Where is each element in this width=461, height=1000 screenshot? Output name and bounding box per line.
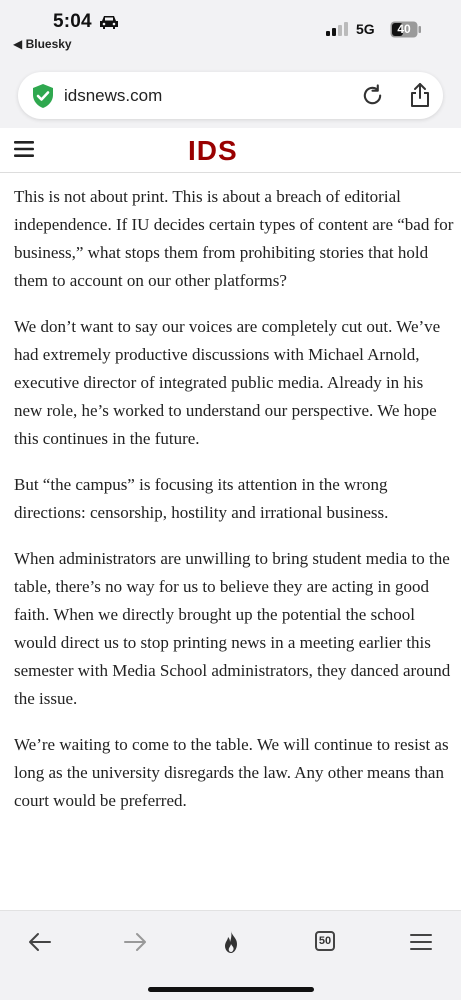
battery-level: 40	[397, 22, 411, 36]
status-bar	[0, 0, 461, 62]
article-body	[14, 183, 454, 833]
menu-icon[interactable]	[14, 140, 34, 158]
status-time: 5:04	[53, 11, 92, 32]
site-logo[interactable]: IDS	[188, 135, 238, 166]
article-paragraph: We don’t want to say our voices are completely cut out. We’ve had extremely productive discussions with Michael Arnold, executive director of integrated public media. Already in his new role, he’s worked to understand our perspective. We hope this continues in the future.	[14, 317, 441, 448]
battery-icon	[390, 21, 422, 38]
network-type: 5G	[356, 21, 375, 37]
article-paragraph: This is not about print. This is about a breach of editorial independence. If IU decides certain types of content are “bad for business,” what stops them from prohibiting stories that hold them to account on our other platforms?	[14, 187, 454, 290]
site-header	[0, 128, 461, 173]
home-indicator[interactable]	[148, 987, 314, 992]
cellular-signal-icon	[326, 22, 350, 36]
share-icon[interactable]	[409, 82, 431, 108]
article-paragraph: When administrators are unwilling to bring student media to the table, there’s no way for us to believe they are acting in good faith. When we directly brought up the potential the school would direct us to stop printing news in a meeting earlier this semester with Media School administrators, they danced around the issue.	[14, 549, 451, 708]
shield-check-icon	[31, 83, 55, 109]
browser-toolbar	[0, 910, 461, 1000]
reload-icon[interactable]	[361, 84, 384, 107]
tab-count-button[interactable]: 50	[315, 931, 335, 951]
article-paragraph: We’re waiting to come to the table. We will continue to resist as long as the university disregards the law. Any other means than court would be preferred.	[14, 735, 449, 810]
menu-lines-icon[interactable]	[408, 929, 434, 955]
car-icon	[99, 14, 119, 30]
back-to-app-link[interactable]: ◀ Bluesky	[13, 37, 72, 51]
page-content	[0, 173, 461, 910]
address-bar[interactable]	[18, 72, 443, 119]
url-text[interactable]: idsnews.com	[64, 86, 163, 105]
forward-arrow-icon[interactable]	[122, 929, 148, 955]
flame-icon[interactable]	[218, 929, 244, 955]
article-paragraph: But “the campus” is focusing its attention in the wrong directions: censorship, hostility and irrational business.	[14, 475, 389, 522]
back-arrow-icon[interactable]	[27, 929, 53, 955]
